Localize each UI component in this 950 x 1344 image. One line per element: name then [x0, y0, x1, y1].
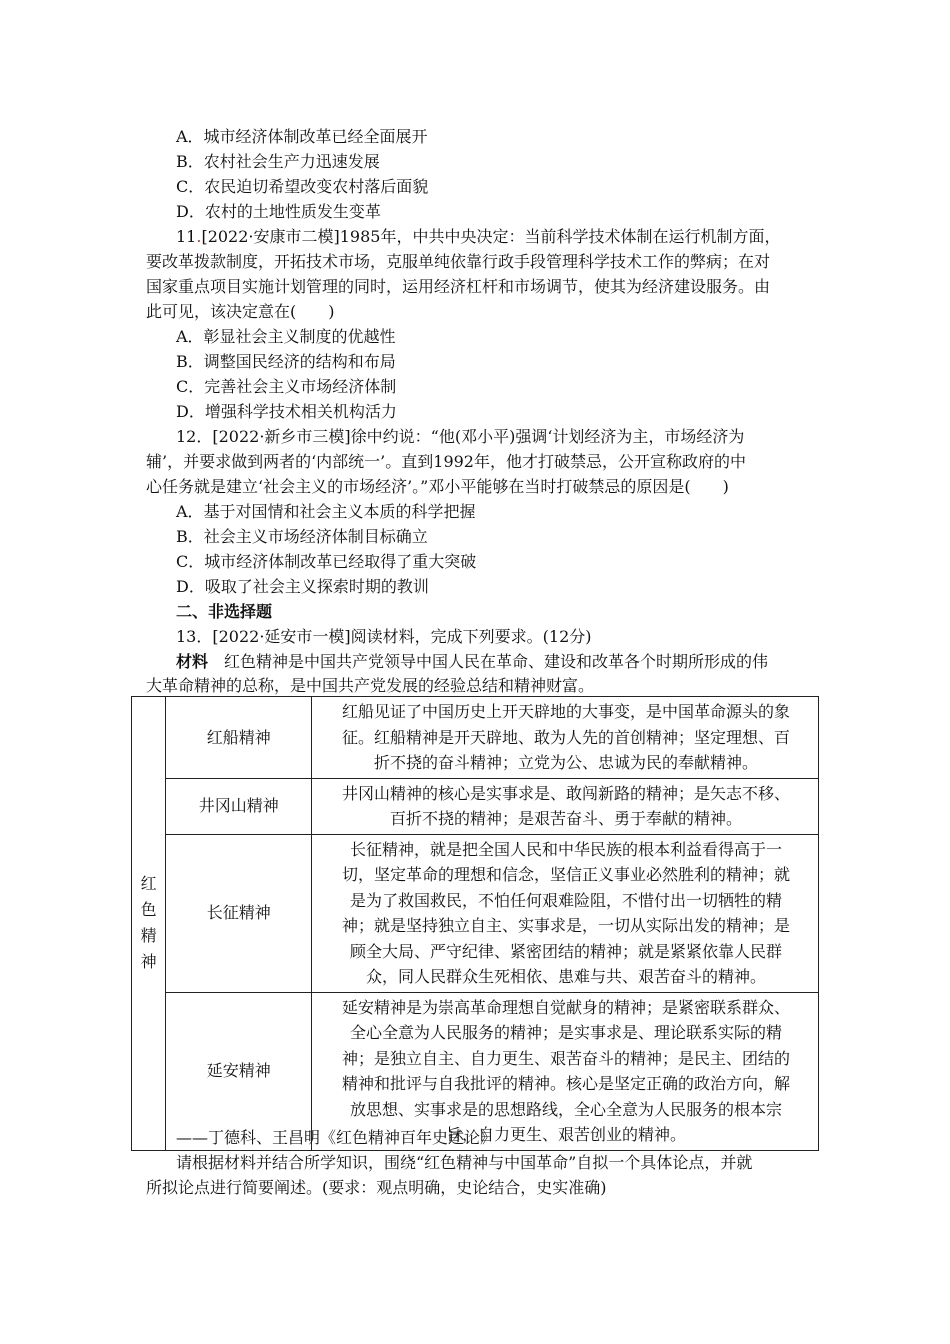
- material-source: ——丁德科、王昌明《红色精神百年史述论》: [176, 1128, 497, 1147]
- desc-line: 百折不挠的精神；是艰苦奋斗、勇于奉献的精神。: [390, 809, 743, 828]
- q12-option-d: D．吸取了社会主义探索时期的教训: [176, 577, 429, 596]
- desc-line: 井冈山精神的核心是实事求是、敢闯新路的精神；是矢志不移、: [342, 783, 791, 803]
- q11-option-d: D．增强科学技术相关机构活力: [176, 402, 397, 421]
- q13-request-line-1: 请根据材料并结合所学知识，围绕“红色精神与中国革命”自拟一个具体论点，并就: [176, 1153, 753, 1172]
- q12-line-2: 辅’，并要求做到两者的‘内部统一’。直到1992年，他才打破禁忌，公开宣称政府的中: [146, 452, 746, 471]
- q12-option-b: B．社会主义市场经济体制目标确立: [176, 527, 428, 546]
- q11-number: 11: [176, 227, 197, 246]
- q10-option-c: C．农民迫切希望改变农村落后面貌: [176, 177, 429, 196]
- desc-line: 众，同人民群众生死相依、患难与共、艰苦奋斗的精神。: [366, 967, 767, 986]
- spirit-desc: [312, 697, 819, 779]
- q10-option-a: A．城市经济体制改革已经全面展开: [176, 127, 428, 146]
- desc-line: 神；就是坚持独立自主、实事求是，一切从实际出发的精神；是: [342, 916, 791, 935]
- category-char: 神: [140, 952, 157, 972]
- desc-line: 是为了救国救民，不怕任何艰难险阻，不惜付出一切牺牲的精: [350, 890, 783, 910]
- q11-dot: .: [196, 227, 202, 246]
- spirit-desc: [312, 778, 819, 834]
- spirit-name: 长征精神: [166, 834, 312, 992]
- q10-option-d: D．农村的土地性质发生变革: [176, 202, 381, 221]
- desc-line: 全心全意为人民服务的精神；是实事求是、理论联系实际的精: [350, 1023, 783, 1042]
- category-char: 精: [140, 926, 157, 946]
- category-cell: [132, 697, 166, 1151]
- q11-line-3: 国家重点项目实施计划管理的同时，运用经济杠杆和市场调节，使其为经济建设服务。由: [146, 277, 771, 296]
- red-spirit-table: [131, 696, 819, 1151]
- q11-line-2: 要改革拨款制度，开拓技术市场，克服单纯依靠行政手段管理科学技术工作的弊病；在对: [146, 252, 771, 271]
- q11-option-a: A．彰显社会主义制度的优越性: [176, 327, 396, 346]
- desc-line: 切，坚定革命的理想和信念，坚信正义事业必然胜利的精神；就: [342, 865, 791, 884]
- table-row: [132, 697, 819, 779]
- q13-intro: 13．[2022·延安市一模]阅读材料，完成下列要求。(12分): [176, 627, 592, 646]
- desc-line: 征。红船精神是开天辟地、敢为人先的首创精神；坚定理想、百: [342, 727, 791, 747]
- material-text-1: 红色精神是中国共产党领导中国人民在革命、建设和改革各个时期所形成的伟: [208, 652, 769, 671]
- category-char: 色: [140, 900, 157, 920]
- desc-line: 神；是独立自主、自力更生、艰苦奋斗的精神；是民主、团结的: [342, 1048, 791, 1068]
- spirit-desc: [312, 834, 819, 992]
- desc-line: 折不挠的奋斗精神；立党为公、忠诚为民的奉献精神。: [374, 753, 759, 772]
- q11-option-c: C．完善社会主义市场经济体制: [176, 377, 397, 396]
- q11-option-b: B．调整国民经济的结构和布局: [176, 352, 396, 371]
- desc-line: 红船见证了中国历史上开天辟地的大事变，是中国革命源头的象: [342, 702, 791, 721]
- material-label: 材料: [176, 652, 209, 671]
- desc-line: 精神和批评与自我批评的精神。核心是坚定正确的政治方向，解: [342, 1074, 791, 1093]
- category-char: 红: [140, 874, 157, 894]
- q11-line-1: [176, 225, 780, 249]
- desc-line: 旨，自力更生、艰苦创业的精神。: [446, 1125, 687, 1144]
- q12-line-1: 12．[2022·新乡市三模]徐中约说：“他(邓小平)强调‘计划经济为主，市场经济为: [176, 427, 745, 446]
- q12-option-a: A．基于对国情和社会主义本质的科学把握: [176, 502, 476, 521]
- q13-material-line-2: 大革命精神的总称，是中国共产党发展的经验总结和精神财富。: [146, 676, 595, 695]
- spirit-name: 井冈山精神: [166, 778, 312, 834]
- desc-line: 延安精神是为崇高革命理想自觉献身的精神；是紧密联系群众、: [342, 997, 791, 1017]
- q12-option-c: C．城市经济体制改革已经取得了重大突破: [176, 552, 477, 571]
- desc-line: 顾全大局、严守纪律、紧密团结的精神；就是紧紧依靠人民群: [350, 941, 783, 961]
- table-row: [132, 834, 819, 992]
- desc-line: 长征精神，就是把全国人民和中华民族的根本利益看得高于一: [350, 839, 783, 859]
- spirit-name: 延安精神: [166, 992, 312, 1150]
- q13-request-line-2: 所拟论点进行简要阐述。(要求：观点明确，史论结合，史实准确): [146, 1178, 607, 1197]
- spirit-name: 红船精神: [166, 697, 312, 779]
- q11-text-1: [2022·安康市二模]1985年，中共中央决定：当前科学技术体制在运行机制方面，: [201, 227, 781, 246]
- table-row: [132, 778, 819, 834]
- q10-option-b: B．农村社会生产力迅速发展: [176, 152, 380, 171]
- q12-line-3: 心任务就是建立‘社会主义的市场经济’。”邓小平能够在当时打破禁忌的原因是( ): [146, 477, 729, 496]
- desc-line: 放思想、实事求是的思想路线，全心全意为人民服务的根本宗: [350, 1099, 783, 1119]
- q13-material-line-1: [176, 650, 768, 674]
- q11-line-4: 此可见，该决定意在( ): [146, 302, 335, 321]
- section-title: 二、非选择题: [176, 602, 273, 621]
